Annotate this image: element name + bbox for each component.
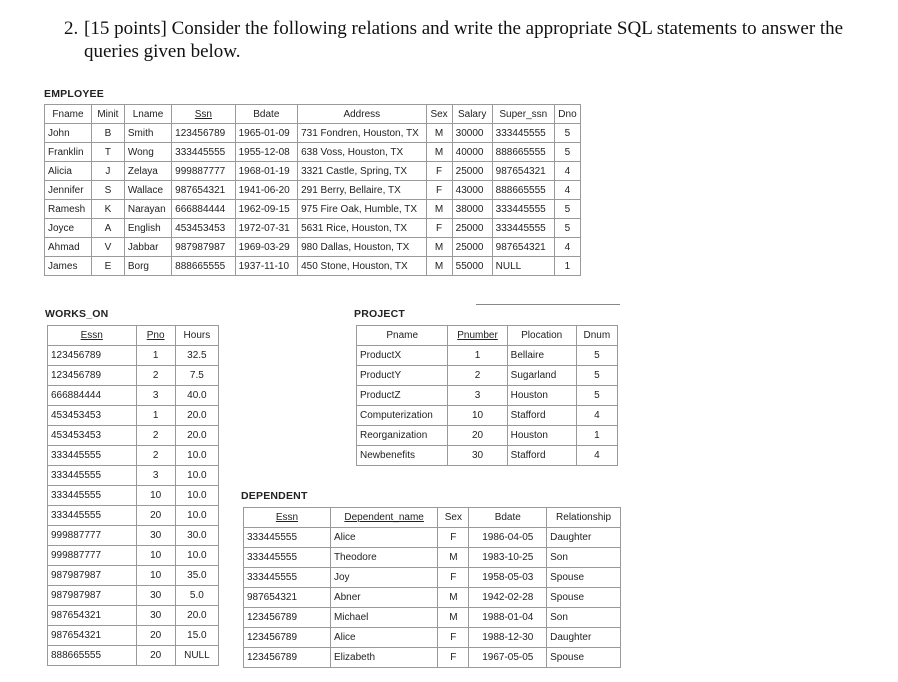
table-cell: Zelaya bbox=[124, 162, 171, 181]
table-cell: 333445555 bbox=[48, 506, 137, 526]
table-cell: 25000 bbox=[452, 162, 492, 181]
table-cell: Sugarland bbox=[507, 366, 576, 386]
works-on-label: WORKS_ON bbox=[45, 308, 109, 320]
divider-line bbox=[476, 304, 620, 305]
table-cell: 1958-05-03 bbox=[469, 568, 547, 588]
dependent-label: DEPENDENT bbox=[241, 490, 308, 502]
question-body: [15 points] Consider the following relations and write the appropriate SQL statements to answer the queries given below. bbox=[84, 18, 844, 62]
table-cell: James bbox=[45, 257, 92, 276]
table-cell: 980 Dallas, Houston, TX bbox=[298, 238, 426, 257]
table-cell: John bbox=[45, 124, 92, 143]
table-row bbox=[45, 238, 581, 257]
table-cell: 2 bbox=[136, 426, 175, 446]
table-cell: 1972-07-31 bbox=[235, 219, 298, 238]
table-cell: 30 bbox=[136, 586, 175, 606]
table-cell: Ramesh bbox=[45, 200, 92, 219]
table-cell: 333445555 bbox=[492, 124, 554, 143]
table-cell: Reorganization bbox=[357, 426, 448, 446]
table-cell: Son bbox=[547, 548, 621, 568]
table-cell: 10 bbox=[136, 546, 175, 566]
table-cell: 3 bbox=[136, 466, 175, 486]
table-cell: 453453453 bbox=[172, 219, 235, 238]
table-row bbox=[45, 143, 581, 162]
table-row bbox=[244, 528, 621, 548]
table-cell: F bbox=[438, 568, 469, 588]
table-row bbox=[45, 181, 581, 200]
table-cell: F bbox=[438, 528, 469, 548]
employee-label: EMPLOYEE bbox=[44, 88, 104, 100]
table-cell: 1962-09-15 bbox=[235, 200, 298, 219]
table-cell: 7.5 bbox=[175, 366, 218, 386]
table-cell: Daughter bbox=[547, 628, 621, 648]
table-cell: Stafford bbox=[507, 406, 576, 426]
question-number: 2. bbox=[64, 18, 79, 39]
table-cell: 888665555 bbox=[492, 181, 554, 200]
table-cell: 1 bbox=[136, 346, 175, 366]
table-cell: 666884444 bbox=[172, 200, 235, 219]
table-cell: 3 bbox=[448, 386, 507, 406]
table-cell: Son bbox=[547, 608, 621, 628]
project-label: PROJECT bbox=[354, 308, 405, 320]
table-cell: Joy bbox=[330, 568, 437, 588]
dependent-header-row bbox=[244, 508, 621, 528]
table-cell: T bbox=[91, 143, 124, 162]
employee-header-row bbox=[45, 105, 581, 124]
table-cell: Bellaire bbox=[507, 346, 576, 366]
table-cell: 30000 bbox=[452, 124, 492, 143]
table-cell: 333445555 bbox=[244, 528, 331, 548]
table-cell: F bbox=[426, 162, 452, 181]
table-cell: 5 bbox=[554, 219, 580, 238]
table-cell: ProductX bbox=[357, 346, 448, 366]
table-row bbox=[357, 346, 618, 366]
table-cell: E bbox=[91, 257, 124, 276]
table-cell: 123456789 bbox=[244, 648, 331, 668]
table-row bbox=[244, 568, 621, 588]
table-cell: 4 bbox=[576, 446, 617, 466]
table-row bbox=[48, 626, 219, 646]
table-cell: 40000 bbox=[452, 143, 492, 162]
column-header: Super_ssn bbox=[492, 105, 554, 124]
column-header: Dnum bbox=[576, 326, 617, 346]
table-cell: 35.0 bbox=[175, 566, 218, 586]
column-header: Bdate bbox=[235, 105, 298, 124]
table-cell: 1942-02-28 bbox=[469, 588, 547, 608]
table-cell: M bbox=[426, 257, 452, 276]
table-cell: Joyce bbox=[45, 219, 92, 238]
column-header: Salary bbox=[452, 105, 492, 124]
table-cell: 20.0 bbox=[175, 426, 218, 446]
table-cell: 450 Stone, Houston, TX bbox=[298, 257, 426, 276]
table-cell: 2 bbox=[448, 366, 507, 386]
table-cell: 888665555 bbox=[48, 646, 137, 666]
column-header: Ssn bbox=[172, 105, 235, 124]
table-row bbox=[48, 606, 219, 626]
table-cell: 25000 bbox=[452, 238, 492, 257]
table-cell: A bbox=[91, 219, 124, 238]
table-cell: 2 bbox=[136, 366, 175, 386]
table-cell: S bbox=[91, 181, 124, 200]
table-cell: 4 bbox=[554, 162, 580, 181]
dependent-table bbox=[243, 507, 621, 668]
table-cell: Jabbar bbox=[124, 238, 171, 257]
table-cell: 987654321 bbox=[172, 181, 235, 200]
project-header-row bbox=[357, 326, 618, 346]
table-row bbox=[48, 426, 219, 446]
table-cell: M bbox=[426, 124, 452, 143]
works-on-header-row bbox=[48, 326, 219, 346]
table-row bbox=[357, 446, 618, 466]
table-cell: Spouse bbox=[547, 568, 621, 588]
table-cell: 20 bbox=[136, 626, 175, 646]
table-row bbox=[48, 406, 219, 426]
table-cell: 1955-12-08 bbox=[235, 143, 298, 162]
table-cell: 5 bbox=[576, 346, 617, 366]
table-cell: 10.0 bbox=[175, 466, 218, 486]
table-cell: Houston bbox=[507, 386, 576, 406]
table-cell: 987987987 bbox=[48, 566, 137, 586]
column-header: Hours bbox=[175, 326, 218, 346]
table-cell: 888665555 bbox=[172, 257, 235, 276]
table-cell: Spouse bbox=[547, 588, 621, 608]
table-cell: 333445555 bbox=[492, 219, 554, 238]
table-row bbox=[48, 526, 219, 546]
table-cell: 1 bbox=[576, 426, 617, 446]
table-cell: Smith bbox=[124, 124, 171, 143]
table-cell: Newbenefits bbox=[357, 446, 448, 466]
table-cell: 5 bbox=[554, 200, 580, 219]
table-cell: Stafford bbox=[507, 446, 576, 466]
table-cell: Borg bbox=[124, 257, 171, 276]
table-row bbox=[45, 162, 581, 181]
table-cell: ProductY bbox=[357, 366, 448, 386]
table-cell: 10 bbox=[136, 486, 175, 506]
table-cell: Computerization bbox=[357, 406, 448, 426]
column-header: Essn bbox=[48, 326, 137, 346]
table-cell: V bbox=[91, 238, 124, 257]
table-cell: Wong bbox=[124, 143, 171, 162]
table-cell: 333445555 bbox=[48, 466, 137, 486]
table-cell: 4 bbox=[554, 238, 580, 257]
table-cell: 291 Berry, Bellaire, TX bbox=[298, 181, 426, 200]
table-cell: 20.0 bbox=[175, 406, 218, 426]
table-row bbox=[357, 426, 618, 446]
table-cell: Alice bbox=[330, 528, 437, 548]
table-row bbox=[48, 566, 219, 586]
table-cell: 1969-03-29 bbox=[235, 238, 298, 257]
table-cell: 1968-01-19 bbox=[235, 162, 298, 181]
table-cell: 987654321 bbox=[492, 238, 554, 257]
table-cell: 38000 bbox=[452, 200, 492, 219]
table-cell: 5 bbox=[554, 124, 580, 143]
table-row bbox=[48, 546, 219, 566]
column-header: Pno bbox=[136, 326, 175, 346]
table-row bbox=[244, 648, 621, 668]
table-cell: 333445555 bbox=[48, 486, 137, 506]
table-cell: 1941-06-20 bbox=[235, 181, 298, 200]
column-header: Sex bbox=[438, 508, 469, 528]
table-cell: 987654321 bbox=[48, 606, 137, 626]
table-row bbox=[48, 486, 219, 506]
table-cell: 1 bbox=[554, 257, 580, 276]
table-cell: 30 bbox=[136, 526, 175, 546]
table-cell: Alice bbox=[330, 628, 437, 648]
table-row bbox=[45, 124, 581, 143]
column-header: Pnumber bbox=[448, 326, 507, 346]
table-row bbox=[45, 257, 581, 276]
table-cell: 32.5 bbox=[175, 346, 218, 366]
table-cell: 4 bbox=[554, 181, 580, 200]
table-cell: F bbox=[426, 219, 452, 238]
table-cell: 5 bbox=[554, 143, 580, 162]
table-cell: 987654321 bbox=[492, 162, 554, 181]
table-cell: 453453453 bbox=[48, 426, 137, 446]
table-cell: 2 bbox=[136, 446, 175, 466]
table-cell: 987654321 bbox=[48, 626, 137, 646]
table-cell: 333445555 bbox=[172, 143, 235, 162]
table-row bbox=[48, 386, 219, 406]
table-cell: 1988-12-30 bbox=[469, 628, 547, 648]
table-cell: 1967-05-05 bbox=[469, 648, 547, 668]
table-cell: B bbox=[91, 124, 124, 143]
table-cell: Houston bbox=[507, 426, 576, 446]
table-row bbox=[45, 219, 581, 238]
column-header: Minit bbox=[91, 105, 124, 124]
table-cell: 15.0 bbox=[175, 626, 218, 646]
table-cell: 10.0 bbox=[175, 546, 218, 566]
table-cell: 333445555 bbox=[48, 446, 137, 466]
table-cell: J bbox=[91, 162, 124, 181]
table-cell: 987987987 bbox=[172, 238, 235, 257]
table-row bbox=[357, 406, 618, 426]
employee-table bbox=[44, 104, 581, 276]
table-cell: 10 bbox=[136, 566, 175, 586]
project-table bbox=[356, 325, 618, 466]
table-cell: 1 bbox=[136, 406, 175, 426]
table-cell: M bbox=[426, 143, 452, 162]
table-cell: 1983-10-25 bbox=[469, 548, 547, 568]
table-cell: Abner bbox=[330, 588, 437, 608]
table-row bbox=[244, 548, 621, 568]
table-row bbox=[48, 346, 219, 366]
table-cell: Michael bbox=[330, 608, 437, 628]
column-header: Essn bbox=[244, 508, 331, 528]
table-cell: 453453453 bbox=[48, 406, 137, 426]
table-cell: Franklin bbox=[45, 143, 92, 162]
table-cell: 987654321 bbox=[244, 588, 331, 608]
table-cell: 5 bbox=[576, 366, 617, 386]
table-cell: 666884444 bbox=[48, 386, 137, 406]
table-cell: F bbox=[426, 181, 452, 200]
table-cell: 999887777 bbox=[48, 526, 137, 546]
table-cell: 3321 Castle, Spring, TX bbox=[298, 162, 426, 181]
table-cell: 20.0 bbox=[175, 606, 218, 626]
table-cell: 5.0 bbox=[175, 586, 218, 606]
table-cell: 638 Voss, Houston, TX bbox=[298, 143, 426, 162]
table-cell: Theodore bbox=[330, 548, 437, 568]
column-header: Address bbox=[298, 105, 426, 124]
table-cell: 1965-01-09 bbox=[235, 124, 298, 143]
table-cell: 731 Fondren, Houston, TX bbox=[298, 124, 426, 143]
column-header: Lname bbox=[124, 105, 171, 124]
table-cell: 5 bbox=[576, 386, 617, 406]
table-row bbox=[48, 646, 219, 666]
column-header: Relationship bbox=[547, 508, 621, 528]
table-cell: 20 bbox=[136, 506, 175, 526]
table-cell: F bbox=[438, 628, 469, 648]
table-cell: 10.0 bbox=[175, 446, 218, 466]
table-cell: ProductZ bbox=[357, 386, 448, 406]
table-cell: 1937-11-10 bbox=[235, 257, 298, 276]
table-cell: 30 bbox=[136, 606, 175, 626]
table-cell: Daughter bbox=[547, 528, 621, 548]
table-cell: Spouse bbox=[547, 648, 621, 668]
table-row bbox=[244, 608, 621, 628]
table-cell: 25000 bbox=[452, 219, 492, 238]
table-cell: F bbox=[438, 648, 469, 668]
table-row bbox=[244, 588, 621, 608]
table-cell: 43000 bbox=[452, 181, 492, 200]
column-header: Dependent_name bbox=[330, 508, 437, 528]
table-cell: 30 bbox=[448, 446, 507, 466]
table-cell: 40.0 bbox=[175, 386, 218, 406]
table-cell: 10.0 bbox=[175, 506, 218, 526]
table-row bbox=[48, 446, 219, 466]
table-cell: 4 bbox=[576, 406, 617, 426]
table-cell: 123456789 bbox=[172, 124, 235, 143]
table-cell: M bbox=[438, 548, 469, 568]
table-cell: K bbox=[91, 200, 124, 219]
table-cell: 20 bbox=[448, 426, 507, 446]
table-cell: Ahmad bbox=[45, 238, 92, 257]
table-row bbox=[357, 366, 618, 386]
table-cell: Elizabeth bbox=[330, 648, 437, 668]
table-row bbox=[48, 586, 219, 606]
table-cell: 987987987 bbox=[48, 586, 137, 606]
table-cell: M bbox=[426, 238, 452, 257]
table-cell: 55000 bbox=[452, 257, 492, 276]
table-cell: Narayan bbox=[124, 200, 171, 219]
table-row bbox=[48, 466, 219, 486]
table-cell: 999887777 bbox=[172, 162, 235, 181]
table-cell: 123456789 bbox=[244, 628, 331, 648]
table-cell: 1988-01-04 bbox=[469, 608, 547, 628]
table-cell: M bbox=[426, 200, 452, 219]
table-row bbox=[357, 386, 618, 406]
column-header: Bdate bbox=[469, 508, 547, 528]
table-row bbox=[48, 506, 219, 526]
table-cell: 1986-04-05 bbox=[469, 528, 547, 548]
table-cell: 5631 Rice, Houston, TX bbox=[298, 219, 426, 238]
table-cell: 975 Fire Oak, Humble, TX bbox=[298, 200, 426, 219]
table-cell: 333445555 bbox=[244, 548, 331, 568]
table-cell: 999887777 bbox=[48, 546, 137, 566]
table-cell: 123456789 bbox=[48, 346, 137, 366]
table-cell: M bbox=[438, 608, 469, 628]
table-cell: 333445555 bbox=[244, 568, 331, 588]
table-cell: Jennifer bbox=[45, 181, 92, 200]
table-row bbox=[45, 200, 581, 219]
table-cell: 10 bbox=[448, 406, 507, 426]
table-cell: NULL bbox=[175, 646, 218, 666]
column-header: Fname bbox=[45, 105, 92, 124]
column-header: Dno bbox=[554, 105, 580, 124]
table-row bbox=[48, 366, 219, 386]
table-cell: 123456789 bbox=[244, 608, 331, 628]
table-cell: 20 bbox=[136, 646, 175, 666]
table-cell: 1 bbox=[448, 346, 507, 366]
column-header: Sex bbox=[426, 105, 452, 124]
table-cell: NULL bbox=[492, 257, 554, 276]
table-cell: Wallace bbox=[124, 181, 171, 200]
column-header: Plocation bbox=[507, 326, 576, 346]
table-cell: M bbox=[438, 588, 469, 608]
table-cell: English bbox=[124, 219, 171, 238]
table-cell: 30.0 bbox=[175, 526, 218, 546]
table-cell: 888665555 bbox=[492, 143, 554, 162]
table-cell: 10.0 bbox=[175, 486, 218, 506]
table-cell: 123456789 bbox=[48, 366, 137, 386]
question-text bbox=[64, 17, 884, 63]
table-cell: Alicia bbox=[45, 162, 92, 181]
table-row bbox=[244, 628, 621, 648]
column-header: Pname bbox=[357, 326, 448, 346]
table-cell: 333445555 bbox=[492, 200, 554, 219]
table-cell: 3 bbox=[136, 386, 175, 406]
works-on-table bbox=[47, 325, 219, 666]
